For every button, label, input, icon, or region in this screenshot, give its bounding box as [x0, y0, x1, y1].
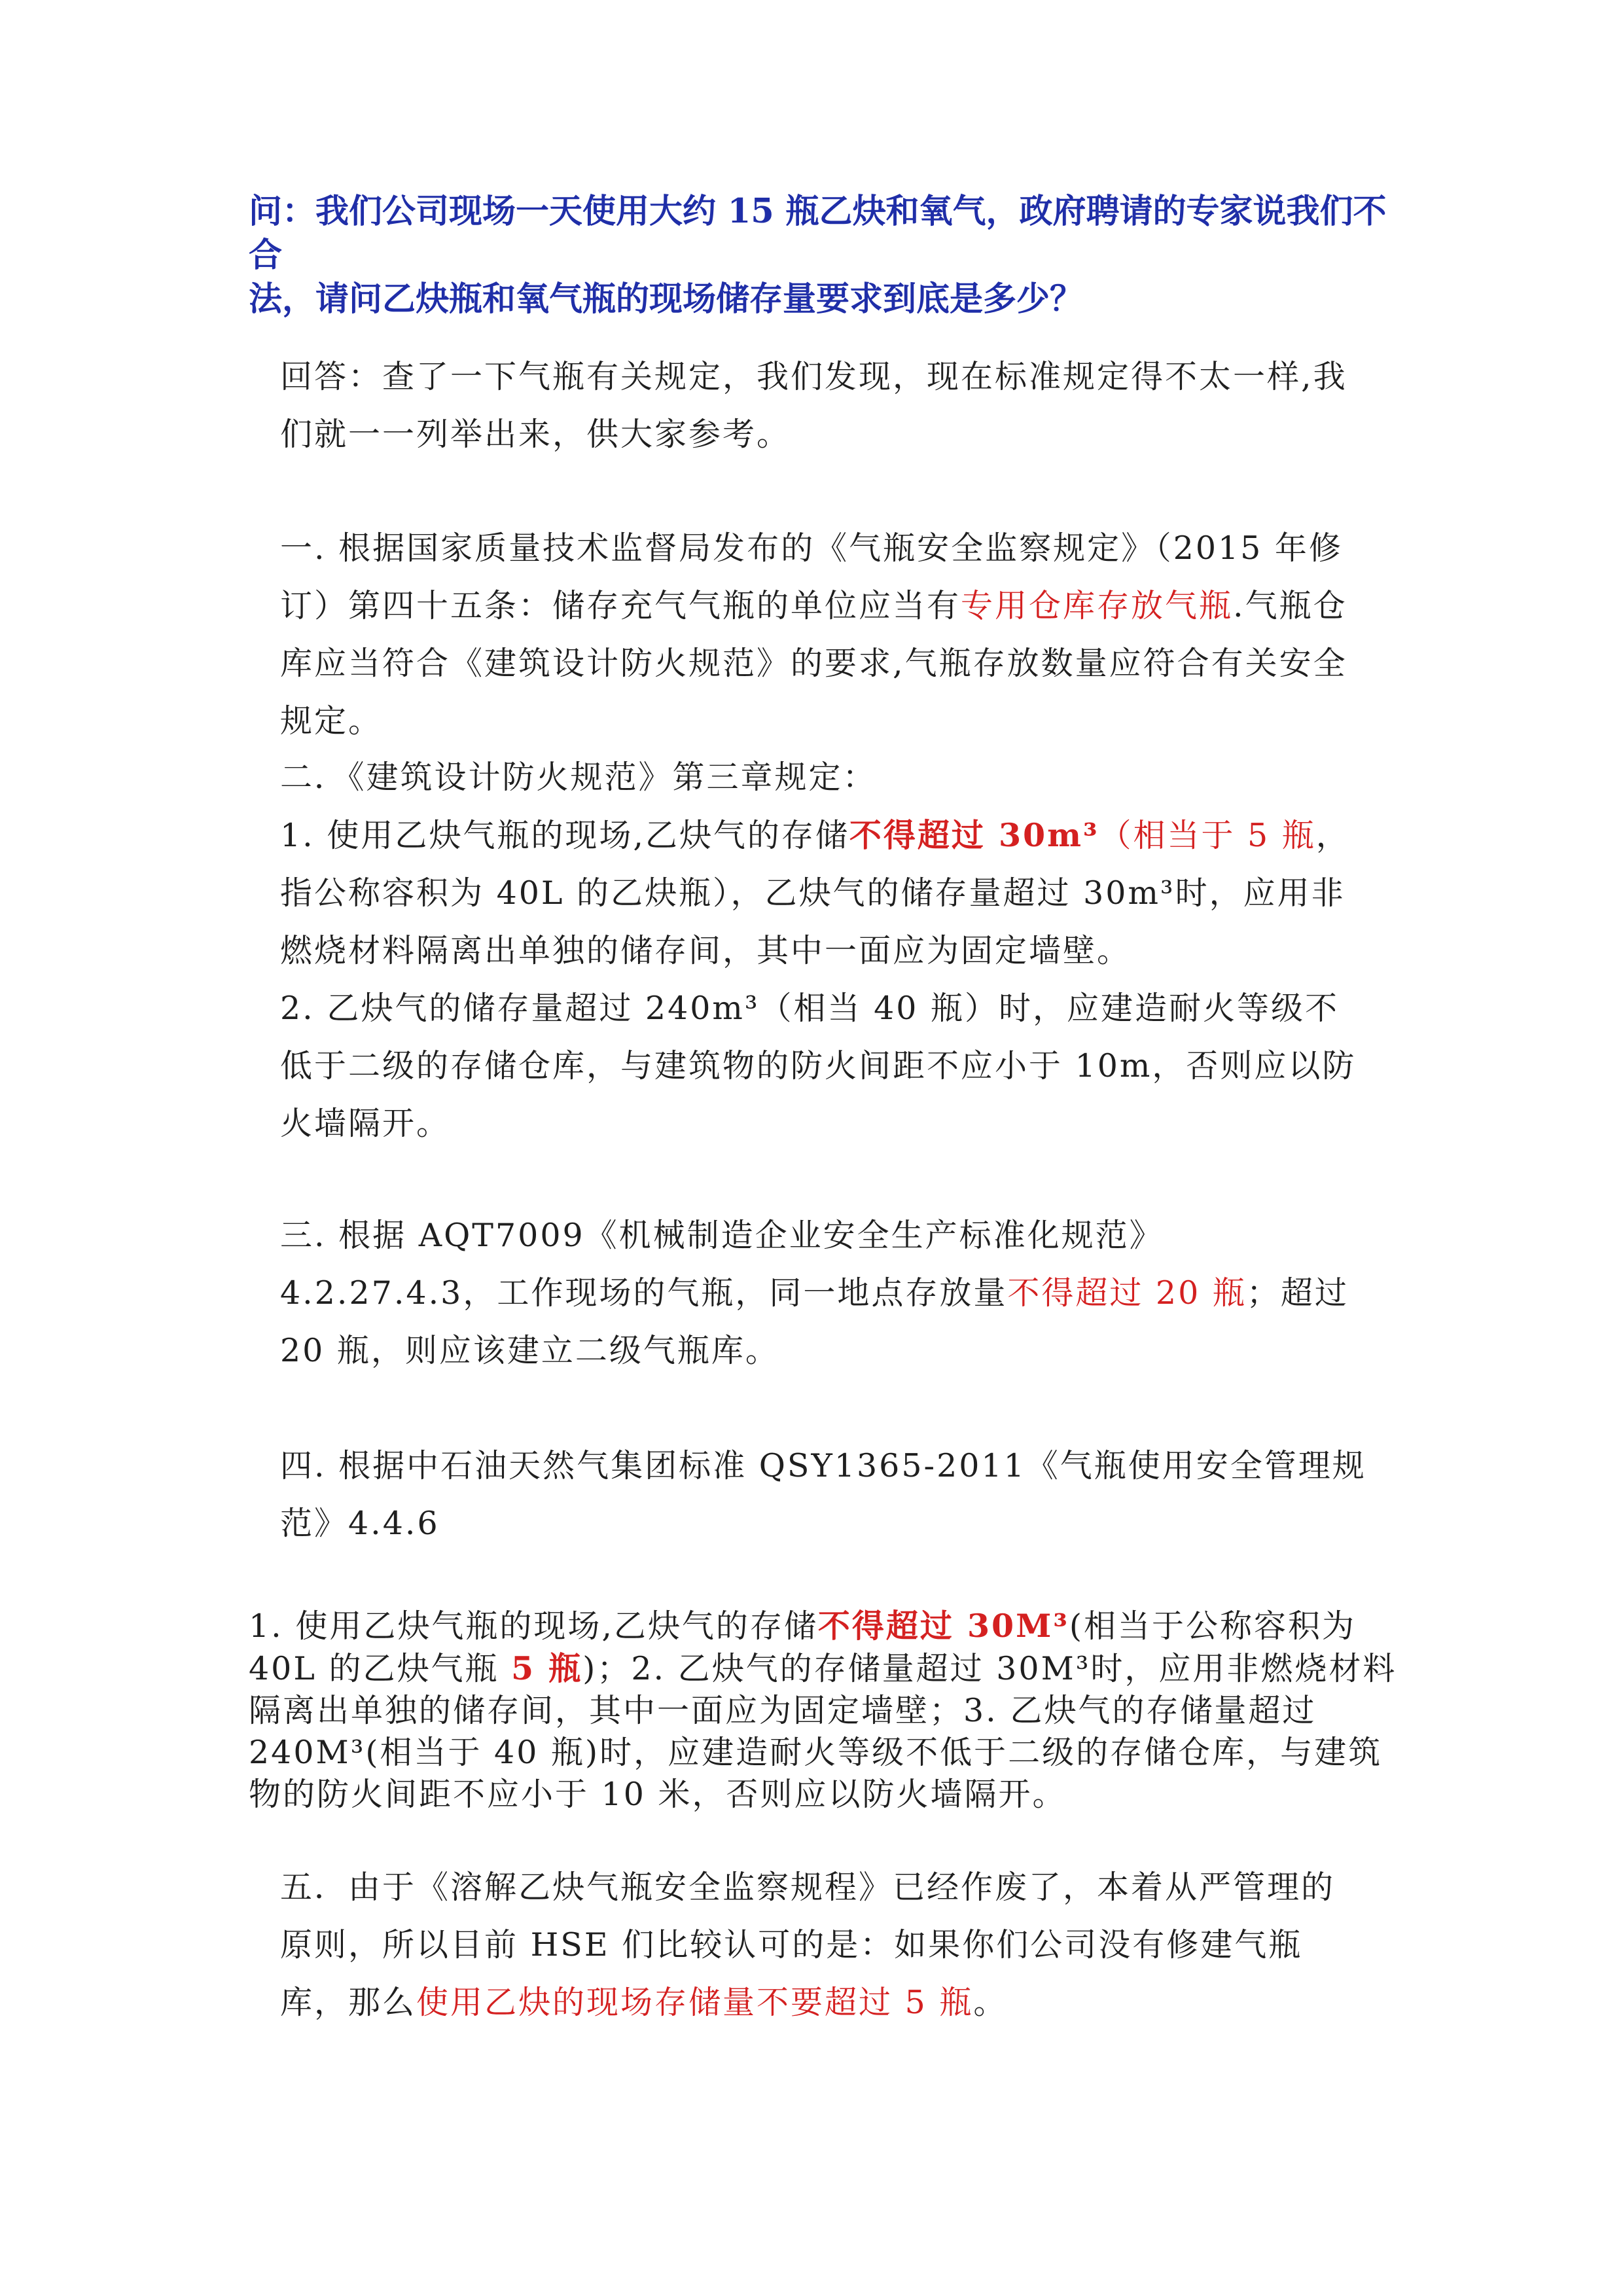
question-line-2: 法，请问乙炔瓶和氧气瓶的现场储存量要求到底是多少？ — [249, 279, 1084, 319]
highlight-text: （相当于 5 瓶 — [1099, 817, 1316, 854]
section-4-body: 1. 使用乙炔气瓶的现场,乙炔气的存储不得超过 30M³(相当于公称容积为 40L 的乙炔气瓶 5 瓶)；2. 乙炔气的存储量超过 30M³时，应用非燃烧材料隔离出单独的储存间，其中一面应为固定墙壁；3. 乙炔气的存储量超过 240M³(相当于 40 瓶)时，应建造耐火等级不低于二级的存储仓库，与建筑物的防火间距不应小于 10 米，否则应以防火墙隔开。 — [249, 1607, 1397, 1813]
section-2-heading: 二．《建筑设计防火规范》第三章规定： — [280, 759, 877, 796]
section-2-item-2: 2. 乙炔气的储存量超过 240m³（相当 40 瓶）时，应建造耐火等级不低于二级的存储仓库，与建筑物的防火间距不应小于 10m，否则应以防火墙隔开。 — [280, 990, 1357, 1142]
section-2 — [280, 749, 1366, 1153]
section-5: 五．由于《溶解乙炔气瓶安全监察规程》已经作废了，本着从严管理的原则，所以目前 HSE 们比较认可的是：如果你们公司没有修建气瓶库，那么使用乙炔的现场存储量不要超过 5 瓶。 — [280, 1869, 1336, 2021]
section-2-item-1: 1. 使用乙炔气瓶的现场,乙炔气的存储不得超过 30m³（相当于 5 瓶，指公称容积为 40L 的乙炔瓶），乙炔气的储存量超过 30m³时，应用非燃烧材料隔离出单独的储存间，其中一面应为固定墙壁。 — [280, 816, 1350, 969]
section-4-heading: 四. 根据中石油天然气集团标准 QSY1365-2011《气瓶使用安全管理规范》4.4.6 — [280, 1447, 1366, 1542]
highlight-text: 使用乙炔的现场存储量不要超过 5 瓶 — [416, 1984, 974, 2021]
section-1: 一. 根据国家质量技术监督局发布的《气瓶安全监察规定》（2015 年修订）第四十五条：储存充气气瓶的单位应当有专用仓库存放气瓶.气瓶仓库应当符合《建筑设计防火规范》的要求,气瓶存放数量应符合有关安全规定。 — [280, 529, 1347, 740]
highlight-text: 5 瓶 — [511, 1649, 583, 1687]
highlight-text: 专用仓库存放气瓶 — [961, 587, 1234, 624]
highlight-text: 不得超过 20 瓶 — [1007, 1274, 1247, 1312]
highlight-text: 不得超过 30m³ — [849, 816, 1099, 854]
section-3: 三. 根据 AQT7009《机械制造企业安全生产标准化规范》4.2.27.4.3，工作现场的气瓶，同一地点存放量不得超过 20 瓶；超过 20 瓶，则应该建立二级气瓶库。 — [280, 1217, 1349, 1369]
question — [249, 190, 1400, 321]
answer-intro: 回答：查了一下气瓶有关规定，我们发现，现在标准规定得不太一样,我们就一一列举出来，供大家参考。 — [280, 358, 1347, 453]
question-line-1: 问：我们公司现场一天使用大约 15 瓶乙炔和氧气，政府聘请的专家说我们不合 — [249, 192, 1387, 275]
highlight-text: 不得超过 30M³ — [817, 1607, 1069, 1645]
